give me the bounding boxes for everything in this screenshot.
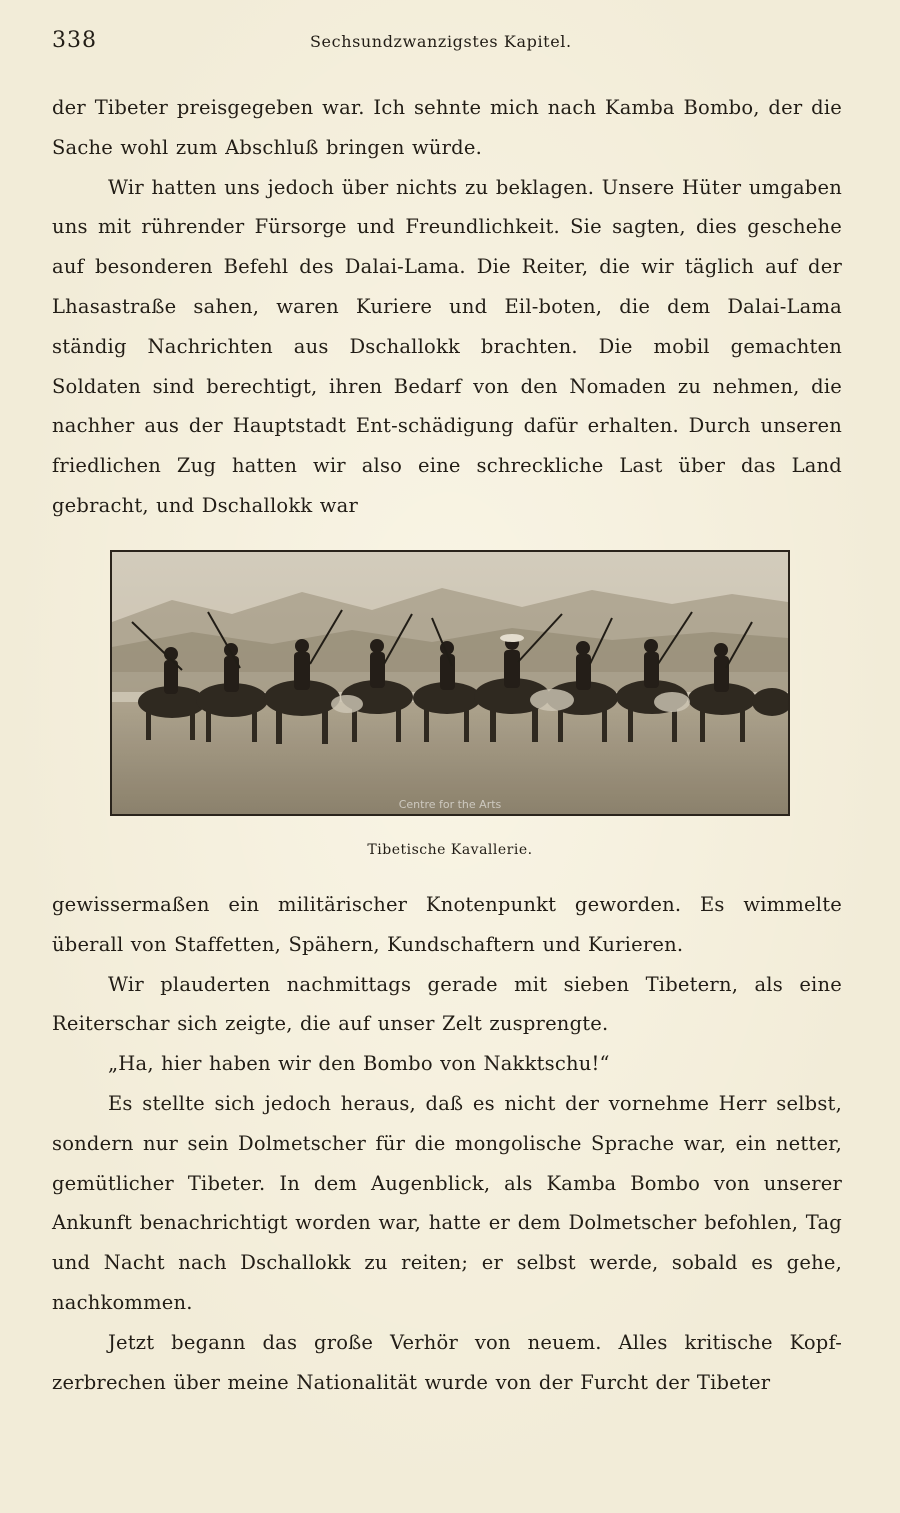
figure-caption: Tibetische Kavallerie. [367, 842, 533, 858]
paragraph: Wir plauderten nachmittags gerade mit sieben Tibetern, als eine Reiterschar sich zeigte, die auf unser Zelt zusprengte. [52, 972, 842, 1036]
paragraph: Jetzt begann das große Verhör von neuem. Alles kritische Kopf-zerbrechen über meine Nationalität wurde von der Furcht der Tibeter [52, 1330, 842, 1394]
photo-watermark: Centre for the Arts [398, 798, 502, 811]
cavalry-photo-illustration [112, 552, 788, 814]
text-block-lower [52, 885, 842, 1402]
paragraph: Wir hatten uns jedoch über nichts zu beklagen. Unsere Hüter umgaben uns mit rührender Fürsorge und Freundlichkeit. Sie sagten, dies geschehe auf besonderen Befehl des Dalai-Lama. Die Reiter, die wir täglich auf der Lhasastraße sahen, waren Kuriere und Eil-boten, die dem Dalai-Lama ständig Nachrichten aus Dschallokk brachten. Die mobil gemachten Soldaten sind berechtigt, ihren Bedarf von den Nomaden zu nehmen, die nachher aus der Hauptstadt Ent-schädigung dafür erhalten. Durch unseren friedlichen Zug hatten wir also eine schreckliche Last über das Land gebracht, und Dschallokk war [52, 175, 842, 517]
page-number: 338 [52, 28, 97, 53]
paragraph: „Ha, hier haben wir den Bombo von Nakktschu!“ [108, 1052, 610, 1076]
page-header [52, 22, 842, 62]
paragraph: gewissermaßen ein militärischer Knotenpunkt geworden. Es wimmelte überall von Staffetten, Spähern, Kundschaftern und Kurieren. [52, 893, 842, 956]
paragraph: der Tibeter preisgegeben war. Ich sehnte mich nach Kamba Bombo, der die Sache wohl zum Abschluß bringen würde. [52, 96, 842, 159]
photo-tibetan-cavalry [110, 550, 790, 816]
text-block-upper [52, 88, 842, 526]
running-head: Sechsundzwanzigstes Kapitel. [310, 32, 572, 51]
paragraph: Es stellte sich jedoch heraus, daß es nicht der vornehme Herr selbst, sondern nur sein Dolmetscher für die mongolische Sprache war, ein netter, gemütlicher Tibeter. In dem Augenblick, als Kamba Bombo von unserer Ankunft benachrichtigt worden war, hatte er dem Dolmetscher befohlen, Tag und Nacht nach Dschallokk zu reiten; er selbst werde, sobald es gehe, nachkommen. [52, 1091, 842, 1314]
